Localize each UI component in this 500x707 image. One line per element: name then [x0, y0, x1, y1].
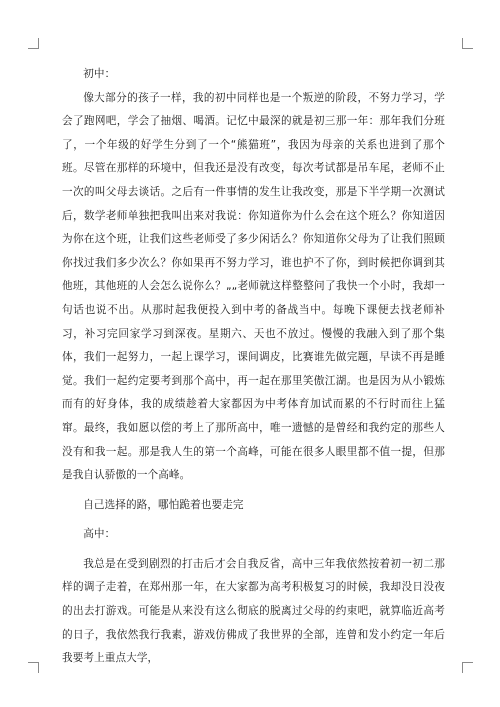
crop-mark-top-right: [462, 38, 473, 49]
section-heading-senior-high: 高中：: [83, 528, 116, 541]
crop-mark-top-left: [28, 38, 39, 49]
crop-mark-bottom-left: [28, 662, 39, 673]
motto-line: 自己选择的路，哪怕跪着也要走完: [83, 498, 244, 511]
junior-high-paragraph: 像大部分的孩子一样，我的初中同样也是一个叛逆的阶段，不努力学习，学会了跑网吧，学会了抽烟、喝酒。记忆中最深的就是初三那一年：那年我们分班了，一个年级的好学生分到了一个“熊猫班”，我因为母亲的关系也进到了那个班。尽管在那样的环境中，但我还是没有改变，每次考试都是吊车尾，老师不止一次的叫父母去谈话。之后有一件事情的发生让我改变，那是下半学期一次测试后，数学老师单独把我叫出来对我说：你知道你为什么会在这个班么？你知道因为你在这个班，让我们这些老师受了多少闲话么？你知道你父母为了让我们照顾你找过我们多少次么？你如果再不努力学习，谁也护不了你，到时候把你调到其他班，其他班的人会怎么说你么？„„老师就这样整整问了我快一个小时，我却一句话也说不出。从那时起我便投入到中考的备战当中。每晚下课便去找老师补习，补习完回家学习到深夜。星期六、天也不放过。慢慢的我融入到了那个集体，我们一起努力，一起上课学习，课间调皮，比赛谁先做完题，早读不再是睡觉。我们一起约定要考到那个高中，再一起在那里笑傲江湖。也是因为从小锻炼而有的好身体，我的成绩趁着大家都因为中考体育加试而累的不行时而往上猛窜。最终，我如愿以偿的考上了那所高中，唯一遗憾的是曾经和我约定的那些人没有和我一起。那是我人生的第一个高峰，可能在很多人眼里都不值一提，但那是我自认骄傲的一个高峰。: [62, 91, 445, 482]
document-body: [62, 63, 445, 671]
crop-mark-bottom-right: [462, 662, 473, 673]
senior-high-paragraph: 我总是在受到剧烈的打击后才会自我反省，高中三年我依然按着初一初二那样的调子走着，在郑州那一年，在大家都为高考积极复习的时候，我却没日没夜的出去打游戏。可能是从来没有这么彻底的脱离过父母的约束吧，就算临近高考的日子，我依然我行我素，游戏仿佛成了我世界的全部，连曾和发小约定一年后我要考上重点大学，: [62, 557, 445, 665]
section-heading-junior-high: 初中：: [83, 68, 116, 80]
